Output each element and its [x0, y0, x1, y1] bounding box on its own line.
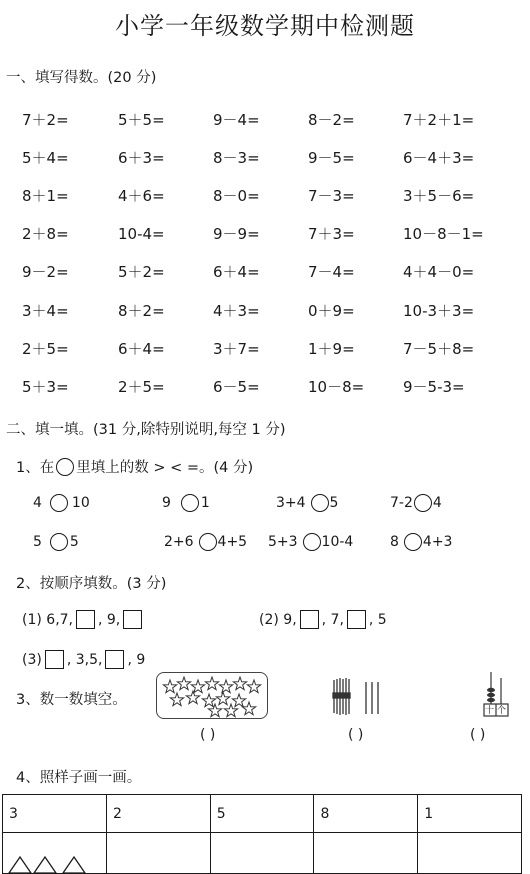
equation: 7－5＋8= [403, 339, 475, 358]
equation: 7－3= [308, 186, 355, 205]
compare-item [33, 494, 90, 512]
compare-circle[interactable] [414, 494, 432, 512]
compare-right: 4+3 [422, 534, 453, 550]
drawing-cell[interactable] [106, 833, 210, 874]
equation: 9－5= [308, 148, 355, 167]
compare-circle[interactable] [50, 533, 68, 551]
equation: 5＋4= [22, 148, 69, 167]
equation: 8－2= [308, 110, 355, 129]
compare-item [164, 533, 247, 551]
compare-left: 4 [33, 495, 42, 511]
sequence-text: , 3,5, [66, 651, 103, 668]
compare-right: 1 [200, 495, 210, 511]
equation: 10－8－1= [403, 225, 484, 244]
equation: 10-3＋3= [403, 301, 475, 320]
equation: 5＋2= [118, 263, 165, 282]
compare-left: 8 [390, 534, 399, 550]
compare-circle[interactable] [404, 533, 422, 551]
compare-item [390, 533, 452, 551]
equation: 8＋1= [22, 186, 69, 205]
compare-right: 10 [71, 495, 90, 511]
compare-item [33, 533, 79, 551]
compare-item [162, 494, 210, 512]
sequence-text: , 9, [98, 611, 121, 628]
answer-box[interactable] [105, 650, 124, 669]
sequence-text: (2) 9, [259, 611, 297, 628]
equation: 7＋3= [308, 225, 355, 244]
table-cell: 3 [3, 795, 107, 833]
section1-heading: 一、填写得数。(20 分) [6, 70, 157, 86]
sequence-part-2 [259, 610, 387, 629]
sequence-text: , 7, [321, 611, 344, 628]
q1-heading [16, 456, 253, 477]
sequence-part-1 [22, 610, 145, 629]
equation: 6＋3= [118, 148, 165, 167]
compare-right: 4+5 [217, 534, 248, 550]
compare-item [390, 494, 442, 512]
sequence-text: , 5 [368, 611, 387, 628]
compare-circle[interactable] [303, 533, 321, 551]
q3-heading: 3、数一数填空。 [16, 692, 127, 708]
compare-circle[interactable] [181, 494, 199, 512]
compare-circle[interactable] [199, 533, 217, 551]
equation: 10－8= [308, 377, 365, 396]
table-cell: 8 [314, 795, 418, 833]
answer-box[interactable] [123, 610, 142, 629]
stars-frame [156, 672, 268, 719]
drawing-cell[interactable] [418, 833, 522, 874]
equation: 3＋5－6= [403, 186, 475, 205]
equation: 9－5-3= [403, 377, 465, 396]
equation: 6－5= [213, 377, 260, 396]
sticks-bundle-icon [328, 676, 380, 718]
compare-item [276, 494, 338, 512]
equation: 5＋3= [22, 377, 69, 396]
equation: 10-4= [118, 224, 165, 243]
compare-circle[interactable] [311, 494, 329, 512]
q4-heading: 4、照样子画一画。 [16, 770, 142, 786]
answer-box[interactable] [300, 610, 319, 629]
stars-icon [157, 673, 269, 720]
triangles-icon [3, 833, 103, 873]
sequence-text: (3) [22, 651, 42, 668]
equation: 9－4= [213, 110, 260, 129]
compare-right: 5 [69, 534, 79, 550]
equation: 2＋8= [22, 225, 69, 244]
equation: 6－4＋3= [403, 148, 475, 167]
abacus-ones-label: 个 [497, 705, 507, 715]
abacus-tens-label: 十 [485, 705, 495, 715]
page-title: 小学一年级数学期中检测题 [115, 12, 415, 40]
compare-right: 10-4 [321, 534, 354, 550]
equation: 8＋2= [118, 301, 165, 320]
compare-left: 2+6 [164, 534, 194, 550]
drawing-cell[interactable] [3, 833, 107, 874]
calculation-grid [22, 100, 522, 406]
sequence-text: , 9 [127, 651, 146, 668]
equation: 3＋4= [22, 301, 69, 320]
equation: 9－9= [213, 225, 260, 244]
answer-blank[interactable]: ( ) [470, 727, 486, 743]
equation: 2＋5= [22, 339, 69, 358]
q2-heading: 2、按顺序填数。(3 分) [16, 576, 167, 592]
equation: 7－4= [308, 263, 355, 282]
section2-heading: 二、填一填。(31 分,除特别说明,每空 1 分) [6, 422, 286, 438]
equation: 2＋5= [118, 377, 165, 396]
circle-icon [56, 458, 74, 476]
q1-suffix: 里填上的数 > < =。(4 分) [76, 460, 254, 476]
compare-left: 5 [33, 534, 42, 550]
compare-right: 5 [329, 495, 339, 511]
equation: 1＋9= [308, 339, 355, 358]
draw-table [2, 794, 522, 874]
equation: 7＋2= [22, 110, 69, 129]
compare-right: 4 [432, 495, 442, 511]
equation: 4＋6= [118, 186, 165, 205]
equation: 5＋5= [118, 110, 165, 129]
q1-prefix: 1、在 [16, 460, 55, 476]
equation: 6＋4= [213, 263, 260, 282]
equation: 0＋9= [308, 301, 355, 320]
drawing-cell[interactable] [210, 833, 314, 874]
compare-left: 9 [162, 495, 171, 511]
compare-left: 7-2 [390, 495, 413, 511]
sequence-text: (1) 6,7, [22, 611, 73, 628]
compare-left: 5+3 [268, 534, 298, 550]
sequence-part-3 [22, 650, 145, 669]
table-cell: 2 [106, 795, 210, 833]
equation: 3＋7= [213, 339, 260, 358]
answer-box[interactable] [347, 610, 366, 629]
answer-blank[interactable]: ( ) [348, 727, 364, 743]
compare-circle[interactable] [50, 494, 68, 512]
equation: 4＋4－0= [403, 263, 475, 282]
answer-box[interactable] [76, 610, 95, 629]
equation: 9－2= [22, 263, 69, 282]
compare-item [268, 533, 353, 551]
drawing-cell[interactable] [314, 833, 418, 874]
equation: 8－0= [213, 186, 260, 205]
equation: 6＋4= [118, 339, 165, 358]
equation: 7＋2＋1= [403, 110, 475, 129]
answer-blank[interactable]: ( ) [200, 727, 216, 743]
compare-left: 3+4 [276, 495, 306, 511]
table-cell: 1 [418, 795, 522, 833]
abacus-icon [476, 668, 516, 720]
table-cell: 5 [210, 795, 314, 833]
equation: 4＋3= [213, 301, 260, 320]
equation: 8－3= [213, 148, 260, 167]
answer-box[interactable] [45, 650, 64, 669]
